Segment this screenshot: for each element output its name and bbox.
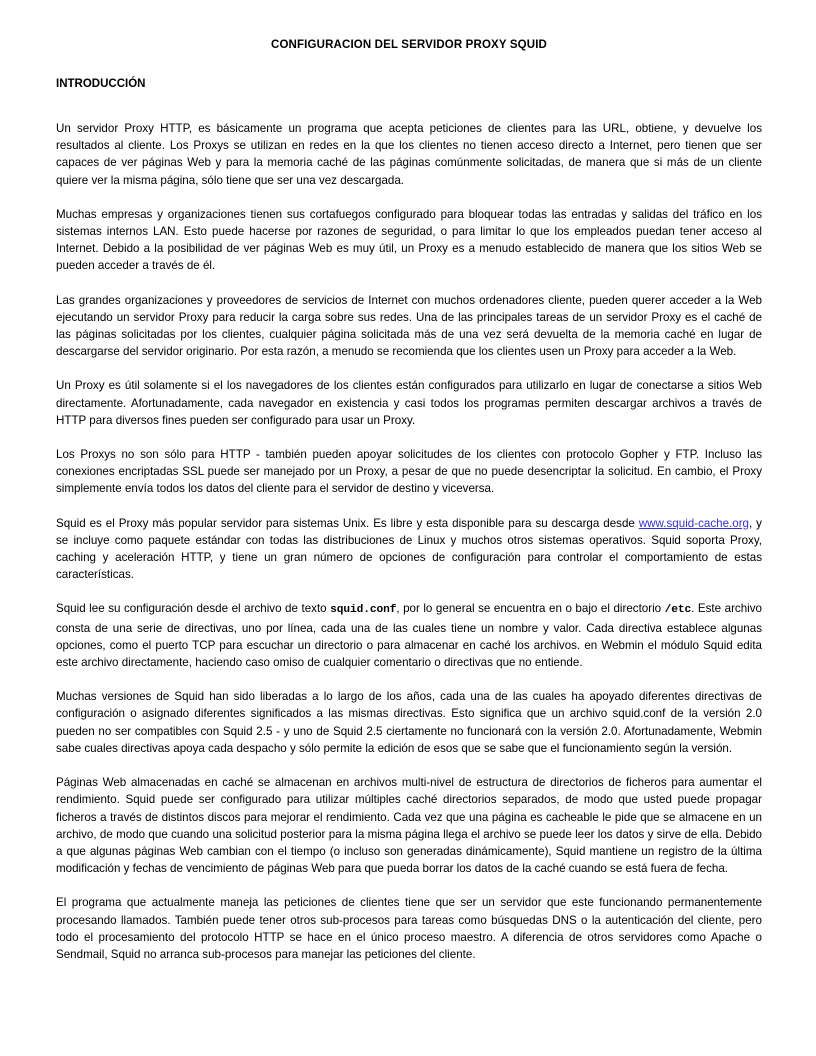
paragraph-10: El programa que actualmente maneja las peticiones de clientes tiene que ser un servidor que este funcionando permanentemente procesando llamados. También puede tener otros sub-procesos para tareas como búsquedas DNS o la autenticación del cliente, pero todo el procesamiento del protocolo HTTP se hace en el único proceso maestro. A diferencia de otros servidores como Apache o Sendmail, Squid no arranca sub-procesos para manejar las peticiones del cliente. (56, 896, 762, 961)
paragraph-6 (56, 498, 762, 584)
paragraph-8: Muchas versiones de Squid han sido liberadas a lo largo de los años, cada una de las cuales ha apoyado diferentes directivas de configuración o asignado diferentes significados a las mismas directivas. Esto significa que un archivo squid.conf de la versión 2.0 pueden no ser compatibles con Squid 2.5 - y uno de Squid 2.5 ciertamente no funcionará con la versión 2.0. Afortunadamente, Webmin sabe cuales directivas apoya cada despacho y sólo permite la edición de esos que se sabe que el funcionamiento según la versión. (56, 690, 762, 755)
section-heading-introduccion: INTRODUCCIÓN (56, 78, 146, 90)
paragraph-5: Los Proxys no son sólo para HTTP - también pueden apoyar solicitudes de los clientes con protocolo Gopher y FTP. Incluso las conexiones encriptadas SSL puede ser manejado por un Proxy, a pesar de que no puede desencriptar la solicitud. En cambio, el Proxy simplemente envía todos los datos del cliente para el servidor de destino y viceversa. (56, 448, 762, 496)
paragraph-2: Muchas empresas y organizaciones tienen sus cortafuegos configurado para bloquear todas las entradas y salidas del tráfico en los sistemas internos LAN. Esto puede hacerse por razones de seguridad, o para limitar lo que los empleados puedan tener acceso al Internet. Debido a la posibilidad de ver páginas Web es muy útil, un Proxy es a menudo establecido de manera que los sitios Web se pueden acceder a través de él. (56, 207, 762, 273)
paragraph-7-text-1: Squid lee su configuración desde el archivo de texto (56, 602, 331, 616)
code-squid-conf: squid.conf (330, 604, 397, 617)
paragraph-7-text-3: . Este archivo consta de una serie de directivas, uno por línea, cada una de las cuales tiene un nombre y valor. Cada directiva establece algunas opciones, como el puerto TCP para escuchar un directorio o para almacenar en caché los archivos. en Webmin el módulo Squid edita este archivo directamente, haciendo caso omiso de cualquier comentario o directivas que no entiende. (56, 602, 762, 670)
paragraph-6-text-after: , y se incluye como paquete estándar con todas las distribuciones de Linux y muchos otros sistemas operativos. Squid soporta Proxy, caching y aceleración HTTP, y tiene un gran número de opciones de configuración para controlar el comportamiento de estas características. (56, 516, 762, 582)
document-content (56, 0, 762, 963)
code-etc-path: /etc (664, 604, 692, 617)
paragraph-7 (56, 583, 762, 671)
paragraph-4: Un Proxy es útil solamente si el los navegadores de los clientes están configurados para utilizarlo en lugar de conectarse a sitios Web directamente. Afortunadamente, cada navegador en existencia y casi todos los programas permiten descargar archivos a través de HTTP para diversos fines pueden ser configurado para usar un Proxy. (56, 379, 762, 427)
squid-cache-link[interactable]: www.squid-cache.org (638, 516, 750, 530)
paragraph-6-text-before: Squid es el Proxy más popular servidor para sistemas Unix. Es libre y esta disponible para su descarga desde (56, 516, 639, 530)
paragraph-1: Un servidor Proxy HTTP, es básicamente un programa que acepta peticiones de clientes para las URL, obtiene, y devuelve los resultados al cliente. Los Proxys se utilizan en redes en la que los clientes no tienen acceso directo a Internet, pero tienen que ser capaces de ver páginas Web y para la memoria caché de las páginas comúnmente solicitadas, de manera que si más de un cliente quiere ver la misma página, sólo tiene que ser una vez descargada. (56, 122, 762, 187)
paragraph-9: Páginas Web almacenadas en caché se almacenan en archivos multi-nivel de estructura de directorios de ficheros para aumentar el rendimiento. Squid puede ser configurado para utilizar múltiples caché directorios separados, de modo que usted puede propagar ficheros a través de distintos discos para mejorar el rendimiento. Cada vez que una página es cacheable le pide que se almacene en un archivo, de modo que cuando una solicitud posterior para la misma página llega el archivo se puede leer los datos y sirve de ella. Debido a que algunas páginas Web cambian con el tiempo (o incluso son generadas dinámicamente), Squid mantiene un registro de la última modificación y fechas de vencimiento de páginas Web para que pueda borrar los datos de la caché cuando se está fuera de fecha. (56, 776, 762, 876)
paragraph-3: Las grandes organizaciones y proveedores de servicios de Internet con muchos ordenadores cliente, pueden querer acceder a la Web ejecutando un servidor Proxy para reducir la carga sobre sus redes. Una de las principales tareas de un servidor Proxy es el caché de las páginas solicitadas por los clientes, cualquier página solicitada más de una vez será devuelta de la memoria caché en lugar de descargarse del servidor originario. Por esta razón, a menudo se recomienda que los clientes usen un Proxy para acceder a la Web. (56, 293, 762, 359)
paragraph-7-text-2: , por lo general se encuentra en o bajo el directorio (396, 602, 665, 616)
page-title: CONFIGURACION DEL SERVIDOR PROXY SQUID (271, 39, 547, 51)
